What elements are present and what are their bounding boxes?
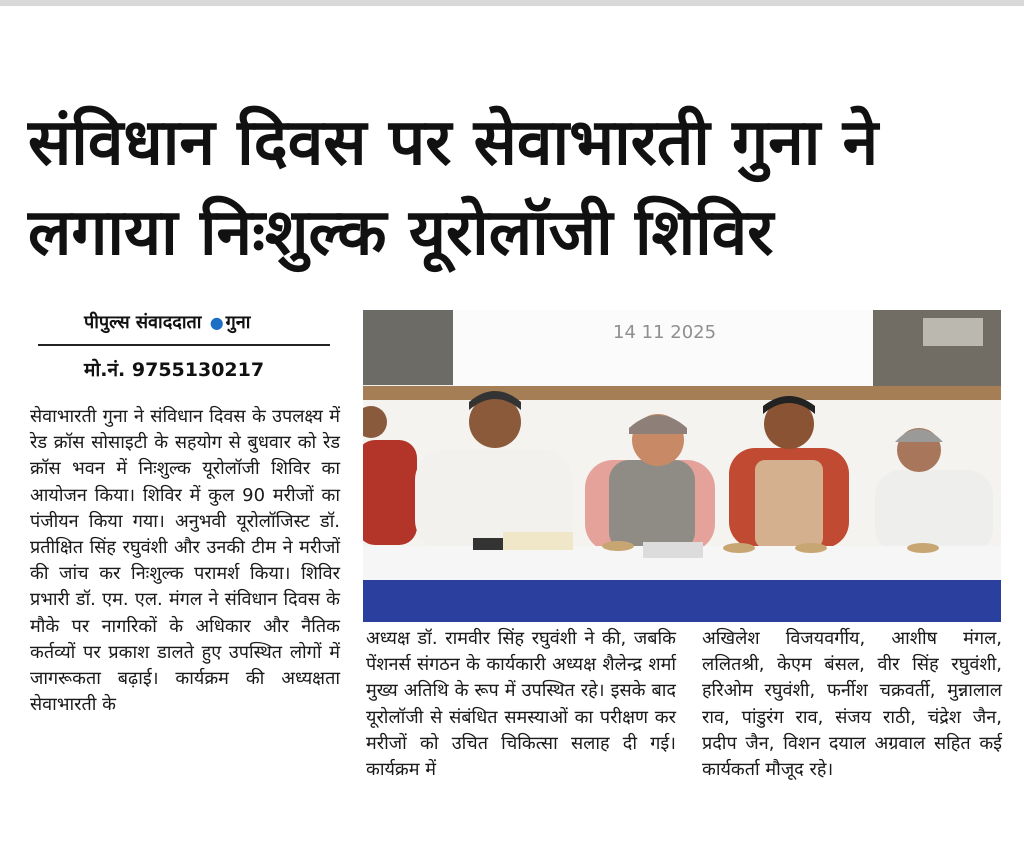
headline-line-1: संविधान दिवस पर सेवाभारती गुना ने xyxy=(28,106,879,180)
event-photo-illustration xyxy=(363,310,1001,622)
event-photo xyxy=(363,310,1001,622)
bullet-dot-icon: ● xyxy=(209,313,224,332)
article-column-2: अध्यक्ष डॉ. रामवीर सिंह रघुवंशी ने की, जबकि पेंशनर्स संगठन के कार्यकारी अध्यक्ष शैलेन्द्र शर्मा मुख्य अतिथि के रूप में उपस्थित रहे। इसके बाद यूरोलॉजी से संबंधित समस्याओं का परीक्षण कर मरीजों को उचित चिकित्सा सलाह दी गई। कार्यक्रम में xyxy=(366,628,676,781)
headline xyxy=(28,98,1008,278)
article-column-1: सेवाभारती गुना ने संविधान दिवस के उपलक्ष्य में रेड क्रॉस सोसाइटी के सहयोग से बुधवार को रेड क्रॉस भवन में निःशुल्क यूरोलॉजी शिविर का आयोजन किया। शिविर में कुल 90 मरीजों का पंजीयन किया गया। अनुभवी यूरोलॉजिस्ट डॉ. प्रतीक्षित सिंह रघुवंशी और उनकी टीम ने मरीजों की जांच कर निःशुल्क परामर्श किया। शिविर प्रभारी डॉ. एम. एल. मंगल ने संविधान दिवस के मौके पर नागरिकों के अधिकार और नैतिक कर्तव्यों पर प्रकाश डालते हुए उपस्थित लोगों में जागरूकता बढ़ाई। कार्यक्रम की अध्यक्षता सेवाभारती के xyxy=(30,406,340,716)
headline-line-2: लगाया निःशुल्क यूरोलॉजी शिविर xyxy=(28,196,774,270)
byline xyxy=(84,310,250,334)
place-label: गुना xyxy=(225,312,251,333)
reporter-label: पीपुल्स संवाददाता xyxy=(84,312,202,333)
reporter-mobile: मो.नं. 9755130217 xyxy=(84,359,265,381)
top-border xyxy=(0,0,1024,6)
article-column-3: अखिलेश विजयवर्गीय, आशीष मंगल, ललितश्री, केएम बंसल, वीर सिंह रघुवंशी, हरिओम रघुवंशी, फर्नीश चक्रवर्ती, मुन्नालाल राव, पांडुरंग राव, संजय राठी, चंद्रेश जैन, प्रदीप जैन, विशन दयाल अग्रवाल सहित कई कार्यकर्ता मौजूद रहे। xyxy=(702,628,1002,781)
photo-date-text: 14 11 2025 xyxy=(613,322,717,343)
byline-divider xyxy=(38,344,330,346)
